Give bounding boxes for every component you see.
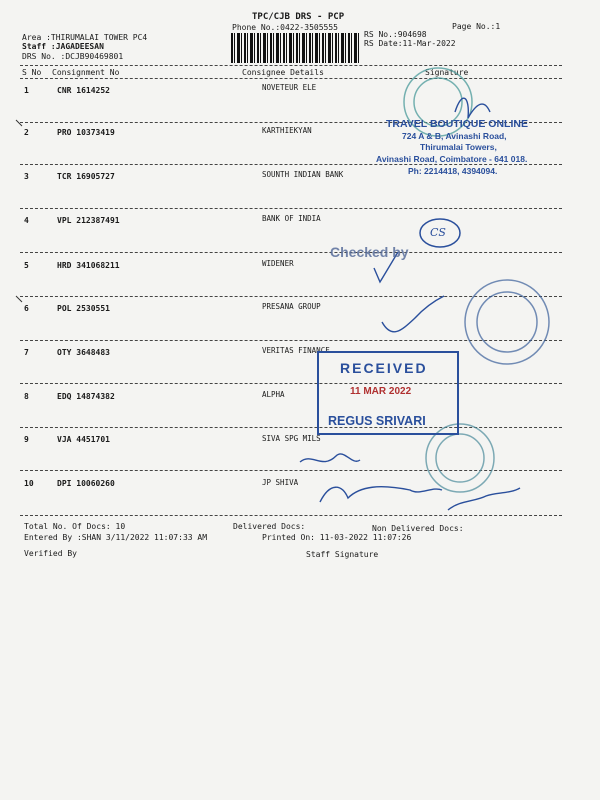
staff-signature-label: Staff Signature — [306, 550, 379, 559]
row-6-sno: 6 — [24, 304, 29, 313]
row-4-sno: 4 — [24, 216, 29, 225]
signature-row-9 — [300, 454, 360, 462]
row-4-consignee: BANK OF INDIA — [262, 214, 321, 223]
column-sno: S No — [22, 68, 42, 77]
row-8-consignee: ALPHA — [262, 390, 285, 399]
page-number: Page No.:1 — [452, 22, 501, 31]
travel-stamp-addr3: Avinashi Road, Coimbatore - 641 018. — [376, 154, 528, 164]
signature-row-10 — [320, 487, 442, 502]
row-7-sno: 7 — [24, 348, 29, 357]
row-6-consignment: POL 2530551 — [57, 304, 110, 313]
row-10-consignment: DPI 10060260 — [57, 479, 115, 488]
row-9-consignment: VJA 4451701 — [57, 435, 110, 444]
row-6-consignee: PRESANA GROUP — [262, 302, 321, 311]
row-2-consignment: PRO 10373419 — [57, 128, 115, 137]
received-stamp-label: RECEIVED — [340, 360, 428, 376]
signature-row-6 — [382, 296, 444, 332]
row-8-consignment: EDQ 14874382 — [57, 392, 115, 401]
area-label: Area :THIRUMALAI TOWER PC4 — [22, 33, 148, 42]
rs-number: RS No.:904698 — [364, 30, 427, 39]
row-3-consignee: SOUNTH INDIAN BANK — [262, 170, 344, 179]
row-1-consignee: NOVETEUR ELE — [262, 83, 317, 92]
row-9-sno: 9 — [24, 435, 29, 444]
entered-by: Entered By :SHAN 3/11/2022 11:07:33 AM — [24, 533, 208, 542]
row-7-consignee: VERITAS FINANCE — [262, 346, 330, 355]
phone-number: Phone No.:0422-3505555 — [232, 23, 338, 32]
row-5-consignee: WIDENER — [262, 259, 294, 268]
row-2-sno: 2 — [24, 128, 29, 137]
regus-stamp: REGUS SRIVARI — [328, 414, 426, 428]
printed-on: Printed On: 11-03-2022 11:07:26 — [262, 533, 412, 542]
row-2-consignee: KARTHIEKYAN — [262, 126, 312, 135]
travel-stamp-name: TRAVEL BOUTIQUE ONLINE — [386, 118, 528, 130]
cs-mark: CS — [430, 226, 446, 239]
row-9-consignee: SIVA SPG MILS — [262, 434, 321, 443]
delivered-docs: Delivered Docs: — [233, 522, 306, 531]
column-signature: Signature — [425, 68, 469, 77]
tick-mark-2 — [16, 296, 22, 302]
row-10-consignee: JP SHIVA — [262, 478, 299, 487]
travel-stamp-phone: Ph: 2214418, 4394094. — [408, 166, 498, 176]
staff-label: Staff :JAGADEESAN — [22, 42, 104, 51]
tick-mark-1 — [16, 120, 22, 126]
row-5-sno: 5 — [24, 261, 29, 270]
rs-date: RS Date:11-Mar-2022 — [364, 39, 456, 48]
verified-by: Verified By — [24, 549, 77, 558]
travel-stamp-addr1: 724 A & B, Avinashi Road, — [402, 131, 507, 141]
column-consignment: Consignment No — [52, 68, 120, 77]
row-4-consignment: VPL 212387491 — [57, 216, 120, 225]
round-stamp-middle — [465, 280, 549, 364]
row-10-sno: 10 — [24, 479, 34, 488]
row-7-consignment: OTY 3648483 — [57, 348, 110, 357]
received-stamp-date: 11 MAR 2022 — [350, 386, 412, 397]
row-8-sno: 8 — [24, 392, 29, 401]
row-1-consignment: CNR 1614252 — [57, 86, 110, 95]
column-consignee: Consignee Details — [242, 68, 324, 77]
checked-by-stamp: Checked by — [330, 244, 409, 260]
row-5-consignment: HRD 341068211 — [57, 261, 120, 270]
total-docs: Total No. Of Docs: 10 — [24, 522, 126, 531]
row-3-consignment: TCR 16905727 — [57, 172, 115, 181]
drs-number: DRS No. :DCJB90469801 — [22, 52, 124, 61]
row-1-sno: 1 — [24, 86, 29, 95]
non-delivered-docs: Non Delivered Docs: — [372, 524, 464, 533]
document-title: TPC/CJB DRS - PCP — [252, 12, 345, 22]
travel-stamp-addr2: Thirumalai Towers, — [420, 142, 497, 152]
row-3-sno: 3 — [24, 172, 29, 181]
